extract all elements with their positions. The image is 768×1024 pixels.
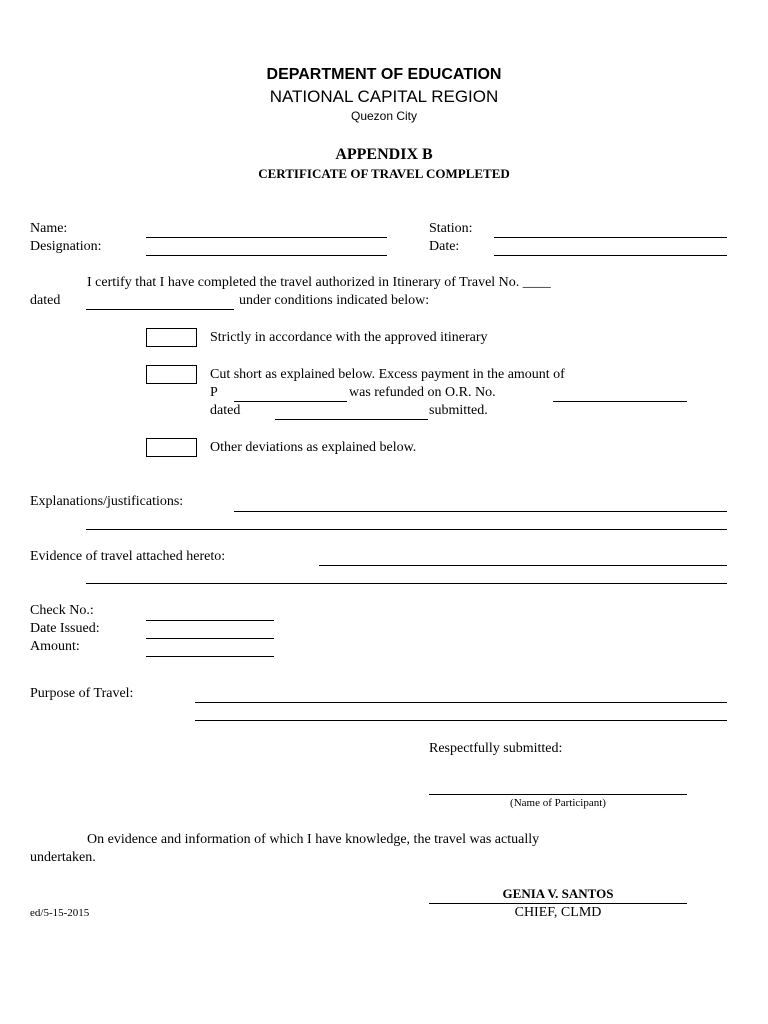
appendix-title: APPENDIX B [335, 146, 433, 163]
check-no-field[interactable] [146, 620, 274, 621]
date-label: Date: [429, 239, 460, 254]
evidence-statement-line2: undertaken. [30, 850, 96, 865]
cut-submitted-label: submitted. [429, 403, 488, 418]
participant-caption: (Name of Participant) [510, 797, 606, 809]
purpose-field-2[interactable] [195, 720, 727, 721]
cut-dated-label: dated [210, 403, 241, 418]
cut-p-label: P [210, 385, 218, 400]
cut-short-label: Cut short as explained below. Excess payment in the amount of [210, 367, 565, 382]
strict-label: Strictly in accordance with the approved itinerary [210, 330, 488, 345]
evidence-label: Evidence of travel attached hereto: [30, 549, 226, 564]
date-issued-field[interactable] [146, 638, 274, 639]
other-deviations-checkbox[interactable] [146, 438, 197, 457]
signatory-name: GENIA V. SANTOS [502, 886, 614, 901]
amount-label: Amount: [30, 639, 80, 654]
explanations-field-1[interactable] [234, 511, 727, 512]
certify-conditions: under conditions indicated below: [239, 293, 430, 308]
purpose-field-1[interactable] [195, 702, 727, 703]
participant-signature-field[interactable] [429, 794, 687, 795]
station-label: Station: [429, 221, 473, 236]
explanations-field-2[interactable] [86, 529, 727, 530]
certify-dated-label: dated [30, 293, 61, 308]
explanations-label: Explanations/justifications: [30, 494, 184, 509]
station-field[interactable] [494, 237, 727, 238]
date-field[interactable] [494, 255, 727, 256]
other-deviations-label: Other deviations as explained below. [210, 440, 417, 455]
check-no-label: Check No.: [30, 603, 94, 618]
evidence-field-1[interactable] [319, 565, 727, 566]
signatory-position: CHIEF, CLMD [514, 905, 602, 920]
date-issued-label: Date Issued: [30, 621, 100, 636]
city-title: Quezon City [350, 109, 418, 123]
name-field[interactable] [146, 237, 387, 238]
or-number-field[interactable] [553, 401, 687, 402]
purpose-label: Purpose of Travel: [30, 686, 134, 701]
excess-amount-field[interactable] [234, 401, 347, 402]
designation-label: Designation: [30, 239, 102, 254]
department-title: DEPARTMENT OF EDUCATION [266, 66, 502, 83]
amount-field[interactable] [146, 656, 274, 657]
form-revision-code: ed/5-15-2015 [30, 907, 90, 919]
evidence-statement-line1: On evidence and information of which I have knowledge, the travel was actually [87, 832, 540, 847]
evidence-field-2[interactable] [86, 583, 727, 584]
respectfully-submitted: Respectfully submitted: [429, 741, 563, 756]
region-title: NATIONAL CAPITAL REGION [269, 87, 499, 106]
strict-checkbox[interactable] [146, 328, 197, 347]
cut-refunded-label: was refunded on O.R. No. [349, 385, 496, 400]
cut-short-checkbox[interactable] [146, 365, 197, 384]
certify-line: I certify that I have completed the travel authorized in Itinerary of Travel No. ____ [87, 275, 551, 290]
cut-dated-field[interactable] [275, 419, 428, 420]
designation-field[interactable] [146, 255, 387, 256]
certify-dated-field[interactable] [86, 309, 234, 310]
name-label: Name: [30, 221, 68, 236]
certificate-title: CERTIFICATE OF TRAVEL COMPLETED [258, 166, 510, 181]
